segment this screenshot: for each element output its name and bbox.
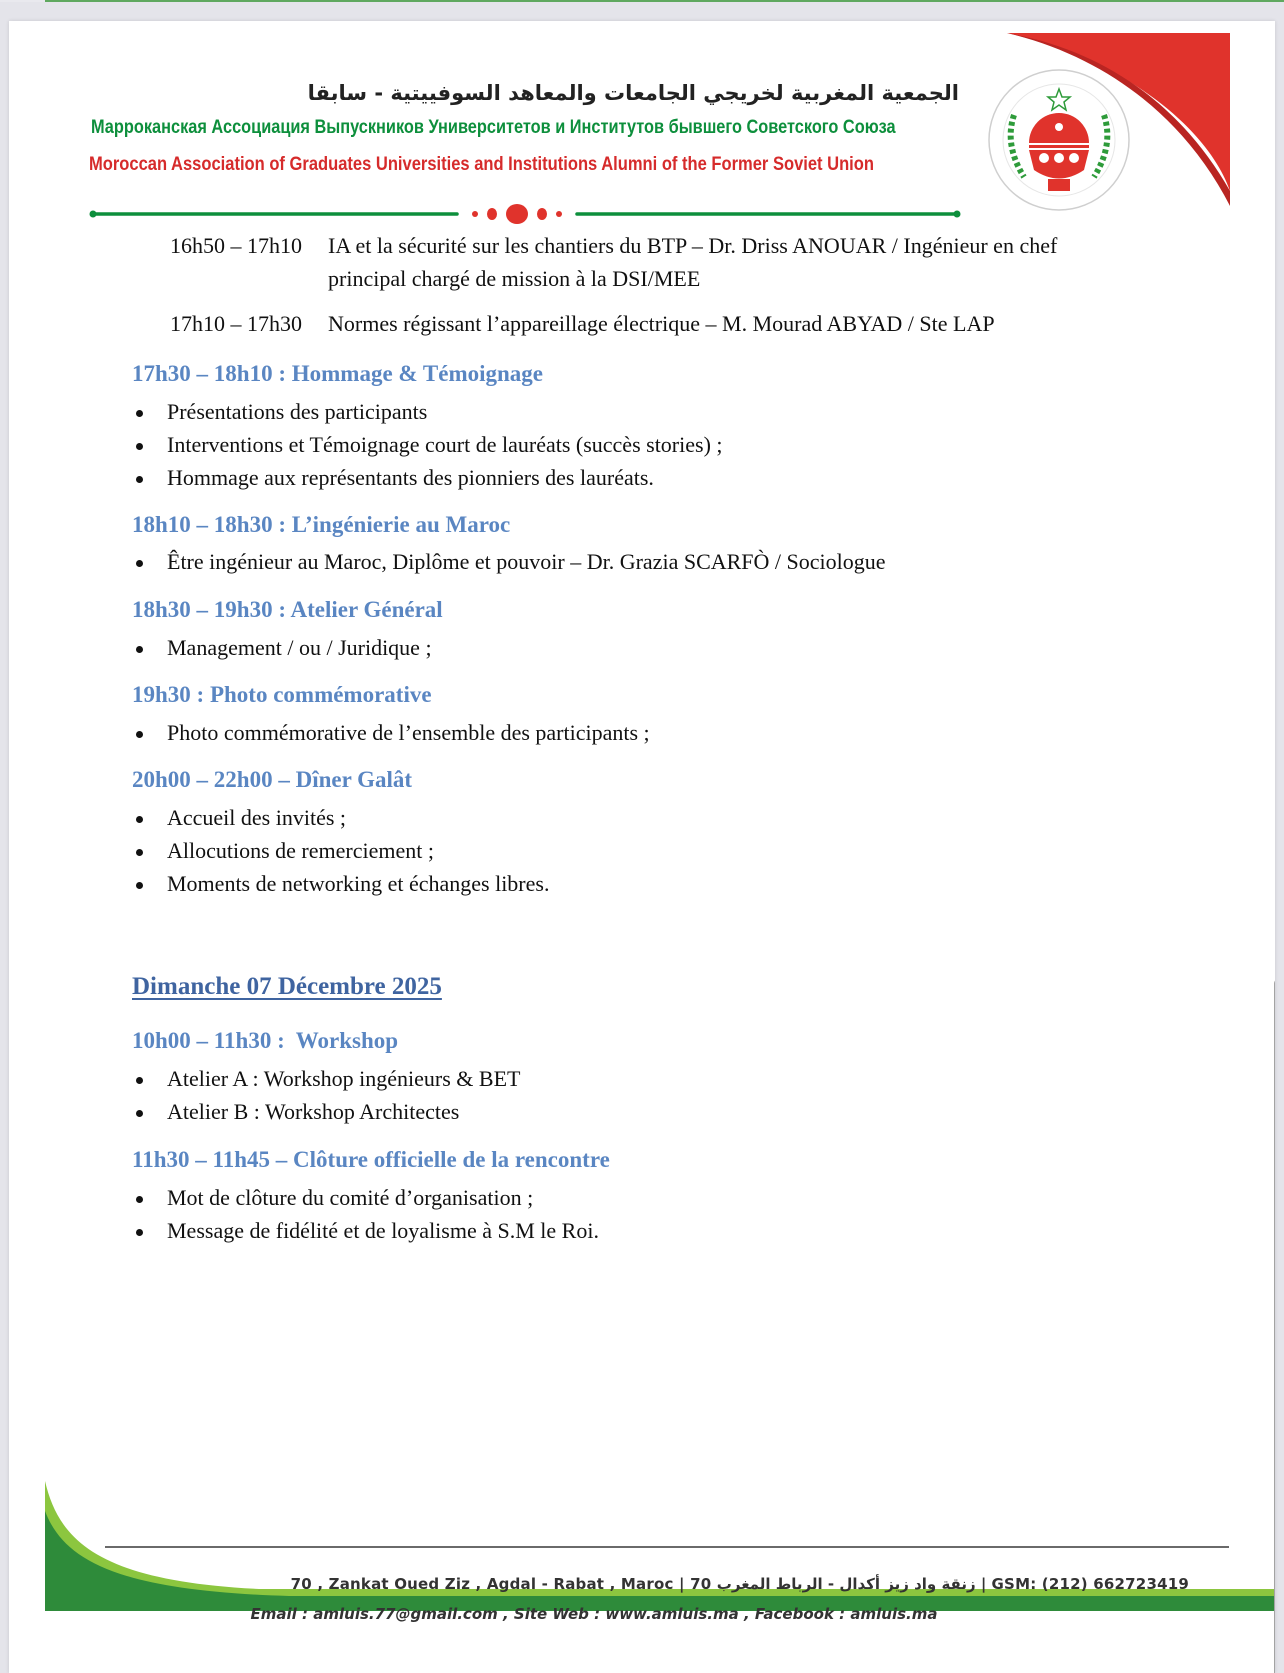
amluis-logo [984,65,1134,215]
program-item-text: Normes régissant l’appareillage électrique – M. Mourad ABYAD / Ste LAP [328,311,995,336]
section-heading: 17h30 – 18h10 : Hommage & Témoignage [132,361,544,386]
list-item [132,834,549,867]
footer-contact: Email : amluis.77@gmail.com , Site Web : www.amluis.ma , Facebook : amluis.ma [250,1605,938,1623]
list-item [132,867,549,900]
bullet-list [132,1181,599,1247]
bullet-icon [136,816,143,823]
footer-address: 70 , Zankat Oued Ziz , Agdal - Rabat , Maroc | 70 زنقة واد زيز أكدال - الرباط المغرب | GSM: (212) 662723419 [290,1575,1189,1593]
bullet-icon [136,476,143,483]
section-heading: 20h00 – 22h00 – Dîner Galât [132,767,413,792]
list-item-text: Interventions et Témoignage court de lauréats (succès stories) ; [167,432,723,457]
bullet-icon [136,410,143,417]
bullet-icon [136,1077,143,1084]
bullet-list [132,1062,520,1128]
bullet-icon [136,443,143,450]
bullet-icon [136,731,143,738]
header-divider [87,204,967,224]
list-item [132,1062,520,1095]
list-item-text: Présentations des participants [167,399,428,424]
list-item [132,631,432,664]
window-top-bar [0,0,1284,2]
bullet-list [132,545,886,578]
bullet-icon [136,1110,143,1117]
section-heading: 10h00 – 11h30 : Workshop [132,1028,399,1053]
bullet-list [132,395,723,494]
list-item-text: Mot de clôture du comité d’organisation ; [167,1185,534,1210]
section-heading: 18h10 – 18h30 : L’ingénierie au Maroc [132,512,511,537]
bullet-icon [136,882,143,889]
association-name-arabic: الجمعية المغربية لخريجي الجامعات والمعاهد السوفييتية - سابقا [307,81,959,105]
list-item [132,1095,520,1128]
bullet-icon [136,646,143,653]
bullet-list [132,631,432,664]
bullet-icon [136,560,143,567]
list-item-text: Allocutions de remerciement ; [167,838,434,863]
list-item-text: Management / ou / Juridique ; [167,635,432,660]
list-item [132,428,723,461]
bullet-icon [136,849,143,856]
list-item-text: Photo commémorative de l’ensemble des participants ; [167,720,650,745]
list-item-text: Hommage aux représentants des pionniers des lauréats. [167,465,654,490]
section-heading: 18h30 – 19h30 : Atelier Général [132,597,443,622]
document-page [9,21,1275,1673]
list-item [132,716,650,749]
section-heading: 11h30 – 11h45 – Clôture officielle de la rencontre [132,1147,610,1172]
section-heading: 19h30 : Photo commémorative [132,682,432,707]
list-item [132,1181,599,1214]
program-item-time: 16h50 – 17h10 [170,233,302,258]
list-item-text: Accueil des invités ; [167,805,347,830]
bullet-list [132,716,650,749]
list-item [132,1214,599,1247]
list-item-text: Message de fidélité et de loyalisme à S.M le Roi. [167,1218,599,1243]
vertical-scrollbar[interactable] [1274,979,1275,1673]
bullet-icon [136,1196,143,1203]
list-item [132,545,886,578]
list-item-text: Moments de networking et échanges libres. [167,871,550,896]
program-item-time: 17h10 – 17h30 [170,311,302,336]
bullet-icon [136,1229,143,1236]
program-item-text: IA et la sécurité sur les chantiers du BTP – Dr. Driss ANOUAR / Ingénieur en chef principal chargé de mission à la DSI/MEE [328,233,1058,291]
bullet-list [132,801,549,900]
list-item-text: Être ingénieur au Maroc, Diplôme et pouvoir – Dr. Grazia SCARFÒ / Sociologue [167,549,886,574]
top-accent-line [45,0,1284,2]
list-item [132,395,723,428]
association-name-russian: Марроканская Ассоциация Выпускников Университетов и Институтов бывшего Советского Союза [91,117,896,138]
association-name-english: Moroccan Association of Graduates Universities and Institutions Alumni of the Former Soviet Union [89,154,874,175]
list-item [132,801,549,834]
list-item [132,461,723,494]
day-heading: Dimanche 07 Décembre 2025 [132,973,442,1000]
list-item-text: Atelier B : Workshop Architectes [167,1099,460,1124]
list-item-text: Atelier A : Workshop ingénieurs & BET [167,1066,521,1091]
